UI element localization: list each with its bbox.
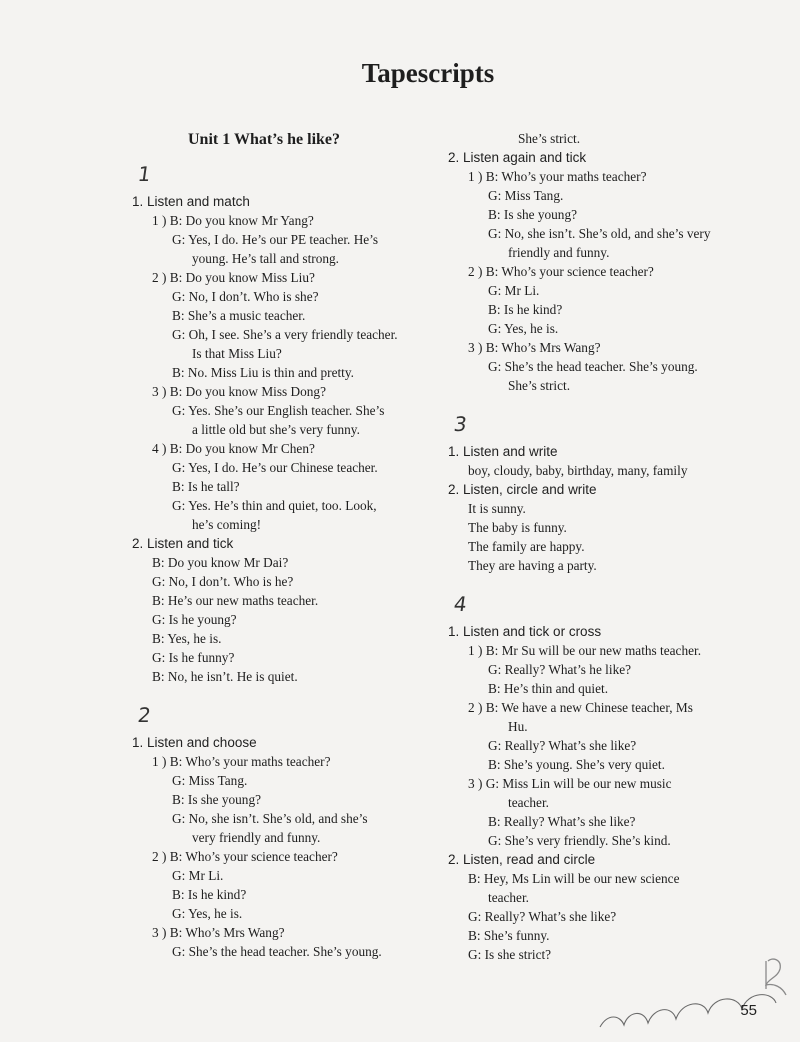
script-line: B: He’s thin and quiet. (488, 681, 609, 696)
script-line: 2 ) B: Who’s your science teacher? (468, 264, 654, 279)
script-line: The family are happy. (468, 539, 585, 554)
script-line: G: Miss Tang. (488, 188, 564, 203)
script-line: B: Is she young? (488, 207, 578, 222)
script-line: B: She’s funny. (468, 928, 550, 943)
script-line: G: No, I don’t. Who is she? (172, 289, 319, 304)
script-line: young. He’s tall and strong. (192, 251, 339, 266)
script-line: 3 ) B: Who’s Mrs Wang? (152, 925, 285, 940)
script-line: G: Yes. She’s our English teacher. She’s (172, 403, 385, 418)
unit-title: Unit 1 What’s he like? (188, 131, 341, 148)
script-line: 3 ) B: Do you know Miss Dong? (152, 384, 326, 399)
exercise-heading: 1. Listen and write (448, 444, 558, 459)
section-number-2: 2 (136, 703, 153, 727)
right-column (448, 129, 748, 964)
exercise-heading: 2. Listen, read and circle (448, 852, 596, 867)
script-line: teacher. (508, 795, 549, 810)
script-line: B: Hey, Ms Lin will be our new science (468, 871, 680, 886)
script-line: G: Yes, I do. He’s our Chinese teacher. (172, 460, 378, 475)
page-number: 55 (740, 1002, 757, 1019)
section-number-1: 1 (136, 162, 153, 186)
script-line: 1 ) B: Do you know Mr Yang? (152, 213, 314, 228)
script-line: B: Is she young? (172, 792, 262, 807)
script-line: 1 ) B: Who’s your maths teacher? (468, 169, 647, 184)
script-line: G: Is he young? (152, 612, 237, 627)
script-line: G: No, I don’t. Who is he? (152, 574, 294, 589)
page-title: Tapescripts (361, 58, 495, 88)
script-line: G: Really? What’s he like? (488, 662, 632, 677)
script-line: She’s strict. (518, 131, 581, 146)
script-line: The baby is funny. (468, 520, 567, 535)
script-line: G: Mr Li. (172, 868, 224, 883)
script-line: B: She’s young. She’s very quiet. (488, 757, 665, 772)
left-column (132, 129, 432, 961)
script-line: G: Yes. He’s thin and quiet, too. Look, (172, 498, 377, 513)
cloud-decoration-icon (596, 955, 800, 1042)
script-line: B: He’s our new maths teacher. (152, 593, 319, 608)
script-line: G: She’s the head teacher. She’s young. (172, 944, 382, 959)
exercise-heading: 2. Listen and tick (132, 536, 234, 551)
script-line: G: She’s the head teacher. She’s young. (488, 359, 698, 374)
script-line: friendly and funny. (508, 245, 610, 260)
script-line: G: Is he funny? (152, 650, 235, 665)
script-line: 4 ) B: Do you know Mr Chen? (152, 441, 315, 456)
exercise-heading: 1. Listen and tick or cross (448, 624, 602, 639)
script-line: he’s coming! (192, 517, 262, 532)
script-line: G: Yes, he is. (172, 906, 243, 921)
script-line: 1 ) B: Mr Su will be our new maths teacher. (468, 643, 702, 658)
exercise-heading: 1. Listen and choose (132, 735, 257, 750)
script-line: G: Yes, I do. He’s our PE teacher. He’s (172, 232, 379, 247)
exercise-heading: 2. Listen, circle and write (448, 482, 597, 497)
script-line: B: Is he kind? (488, 302, 563, 317)
script-line: G: Really? What’s she like? (488, 738, 637, 753)
script-line: B: Do you know Mr Dai? (152, 555, 289, 570)
script-line: B: Is he tall? (172, 479, 240, 494)
script-line: G: She’s very friendly. She’s kind. (488, 833, 671, 848)
script-line: Is that Miss Liu? (192, 346, 282, 361)
script-line: B: No, he isn’t. He is quiet. (152, 669, 298, 684)
script-line: G: No, she isn’t. She’s old, and she’s (172, 811, 368, 826)
exercise-heading: 1. Listen and match (132, 194, 250, 209)
script-line: teacher. (488, 890, 529, 905)
script-line: They are having a party. (468, 558, 597, 573)
script-line: 2 ) B: Who’s your science teacher? (152, 849, 338, 864)
script-line: B: No. Miss Liu is thin and pretty. (172, 365, 354, 380)
script-line: 2 ) B: Do you know Miss Liu? (152, 270, 315, 285)
script-line: It is sunny. (468, 501, 526, 516)
script-line: G: Miss Tang. (172, 773, 248, 788)
script-line: B: Yes, he is. (152, 631, 222, 646)
script-line: G: Yes, he is. (488, 321, 559, 336)
script-line: boy, cloudy, baby, birthday, many, family (468, 463, 688, 478)
section-number-3: 3 (452, 412, 469, 436)
script-line: G: Mr Li. (488, 283, 540, 298)
script-line: 3 ) B: Who’s Mrs Wang? (468, 340, 601, 355)
script-line: G: No, she isn’t. She’s old, and she’s very (488, 226, 711, 241)
script-line: G: Really? What’s she like? (468, 909, 617, 924)
script-line: Hu. (508, 719, 528, 734)
script-line: very friendly and funny. (192, 830, 321, 845)
section-number-4: 4 (452, 592, 469, 616)
script-line: 2 ) B: We have a new Chinese teacher, Ms (468, 700, 693, 715)
script-line: G: Oh, I see. She’s a very friendly teacher. (172, 327, 398, 342)
exercise-heading: 2. Listen again and tick (448, 150, 587, 165)
script-line: 3 ) G: Miss Lin will be our new music (468, 776, 672, 791)
script-line: G: Is she strict? (468, 947, 552, 962)
script-line: B: Is he kind? (172, 887, 247, 902)
script-line: 1 ) B: Who’s your maths teacher? (152, 754, 331, 769)
script-line: a little old but she’s very funny. (192, 422, 360, 437)
script-line: B: She’s a music teacher. (172, 308, 306, 323)
script-line: B: Really? What’s she like? (488, 814, 636, 829)
script-line: She’s strict. (508, 378, 571, 393)
